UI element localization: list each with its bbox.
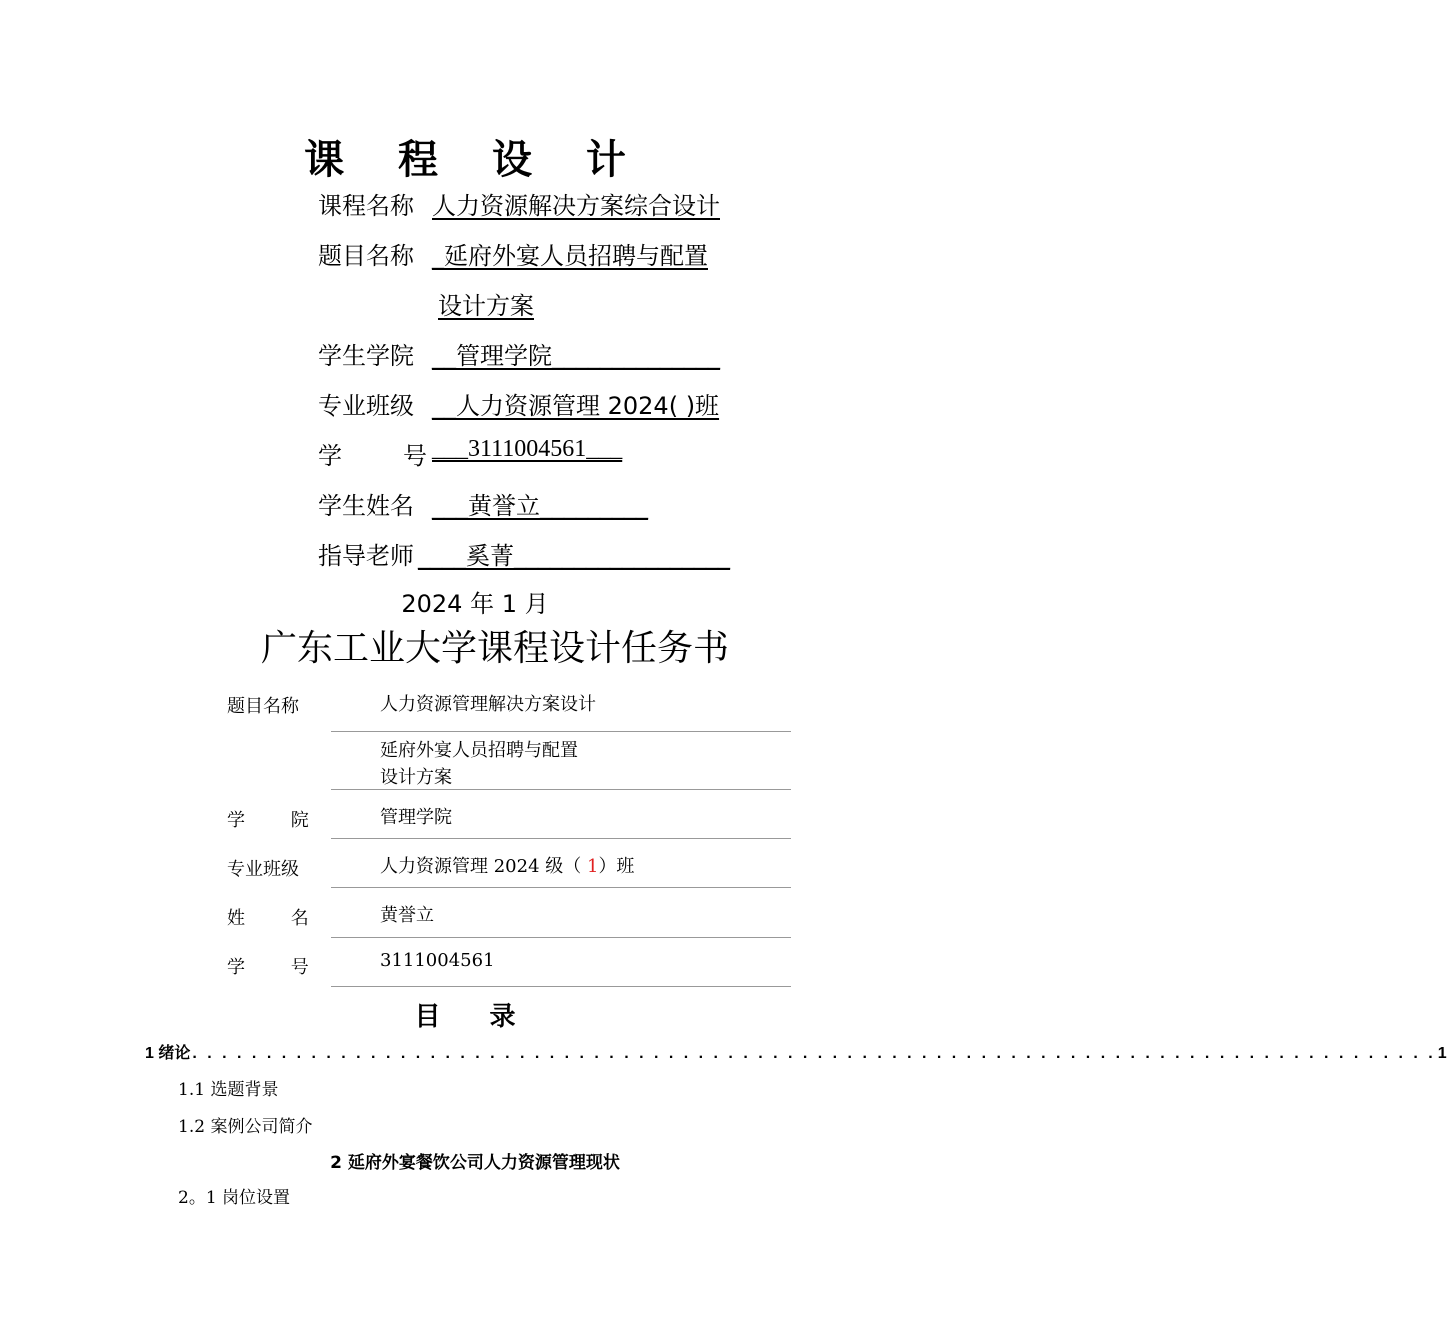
student-name-label: 学生姓名 [318,492,414,520]
task-name-label: 姓 名 [227,908,309,929]
class-label: 专业班级 [318,392,414,420]
task-book-title: 广东工业大学课程设计任务书 [260,628,729,669]
task-college-value: 管理学院 [380,807,452,828]
task-college-label: 学 院 [227,810,309,831]
task-topic-value: 人力资源管理解决方案设计 [380,694,596,715]
task-subtopic-value-cont: 设计方案 [380,767,452,788]
task-id-label: 学 号 [227,957,309,978]
table-divider [331,789,791,790]
topic-name-label: 题目名称 [318,242,414,270]
toc-entry-page: 1 [1437,1045,1447,1062]
toc-entry-2[interactable]: 2 延府外宴餐饮公司人力资源管理现状 [330,1153,620,1173]
toc-entry-2-1[interactable]: 2。1 岗位设置 [178,1188,291,1208]
student-id-value: ___3111004561___ [432,436,623,462]
advisor-value: ____奚菁__________________ [418,542,730,570]
task-class-value-post: ）班 [598,856,635,877]
task-id-value: 3111004561 [380,950,495,971]
student-name-value: ___黄誉立_________ [432,492,648,520]
college-label: 学生学院 [318,342,414,370]
table-divider [331,731,791,732]
table-divider [331,887,791,888]
task-class-value-pre: 人力资源管理 2024 级（ [380,856,587,877]
task-class-number: 1 [586,856,599,877]
task-name-value: 黄誉立 [380,905,434,926]
course-name-label: 课程名称 [318,192,414,220]
toc-title: 目 录 [414,1002,536,1032]
table-divider [331,986,791,987]
course-name-value: 人力资源解决方案综合设计 [432,192,720,220]
topic-name-value-cont: 设计方案 [438,292,534,320]
topic-name-value: _延府外宴人员招聘与配置 [432,242,708,270]
task-class-label: 专业班级 [227,859,299,880]
toc-leader-dots: . . . . . . . . . . . . . . . . . . . . . . . . . . . . . . . . . . . . . . . . . . . . . . . . . . . . . . . . . . . . . . . . . . . . . . . . . . . . . . . . . . . . [192,1045,1436,1062]
task-class-value [380,852,634,878]
table-divider [331,937,791,938]
task-subtopic-value: 延府外宴人员招聘与配置 [380,740,578,761]
table-divider [331,838,791,839]
advisor-label: 指导老师 [318,542,414,570]
toc-entry-1[interactable] [145,1040,1447,1063]
toc-entry-1-2[interactable]: 1.2 案例公司简介 [178,1117,313,1137]
student-id-label: 学 号 [318,442,428,470]
toc-entry-text: 1 绪论 [145,1045,191,1062]
cover-date: 2024 年 1 月 [401,590,549,618]
toc-entry-1-1[interactable]: 1.1 选题背景 [178,1080,279,1100]
task-topic-label: 题目名称 [227,696,299,717]
college-value: __管理学院______________ [432,342,720,370]
class-value: __人力资源管理 2024( )班 [432,392,720,420]
cover-title: 课 程 设 计 [304,137,646,183]
